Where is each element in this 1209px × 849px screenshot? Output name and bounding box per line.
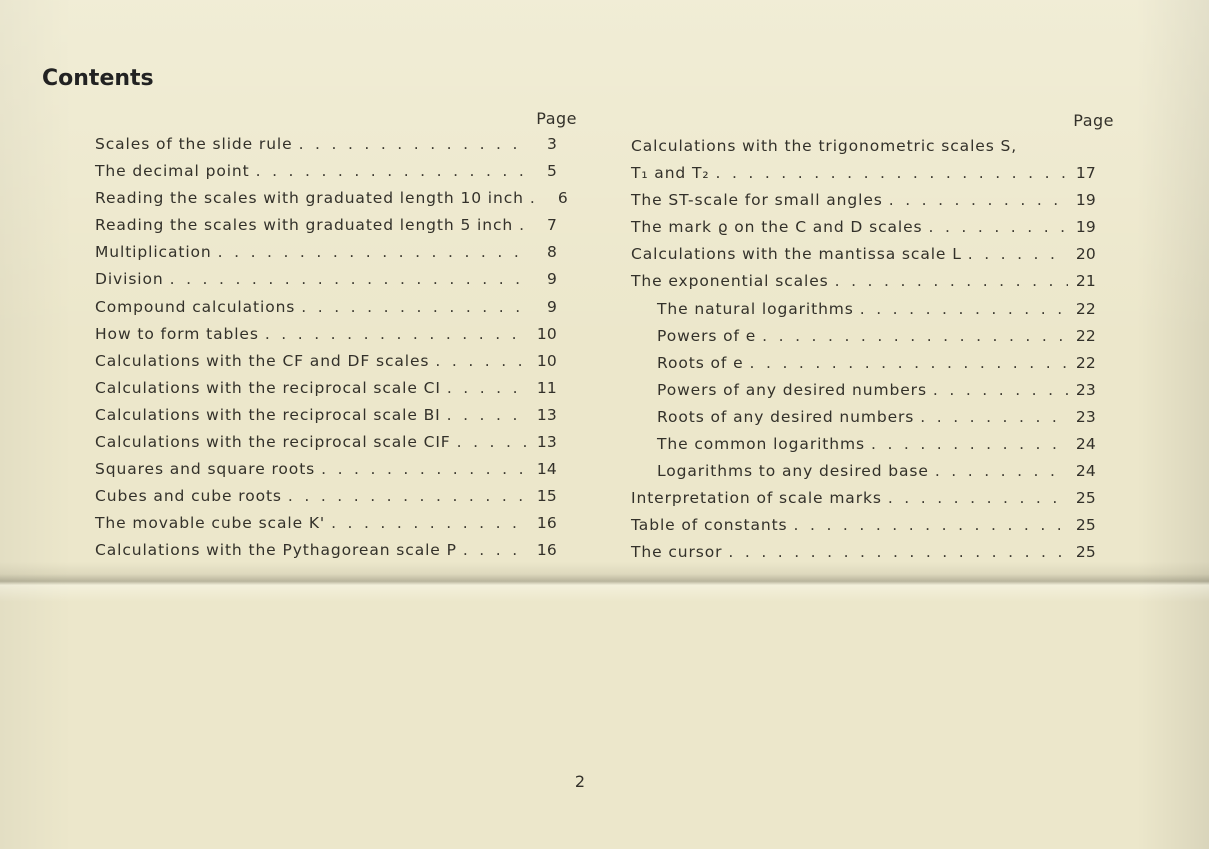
toc-entry-page: 11 [536,378,557,397]
toc-entry [631,543,1096,570]
toc-entry-page: 17 [1075,164,1096,183]
toc-entry-title: Calculations with the trigonometric scales S, [631,137,1018,155]
toc-leader-dots [447,379,529,397]
toc-leader-dots [750,354,1068,372]
toc-entry-page: 22 [1075,353,1096,372]
toc-entry-page: 20 [1075,245,1096,264]
toc-leader-dots [728,543,1068,561]
toc-entry-title: Roots of any desired numbers [657,407,915,426]
toc-leader-dots [299,135,529,153]
toc-entry-page: 7 [547,216,558,235]
toc-leader-dots [457,433,529,451]
toc-leader-dots [929,218,1068,236]
toc-leader-dots [265,325,529,343]
toc-entry-page: 25 [1075,516,1096,535]
toc-entry-page: 19 [1075,191,1096,210]
toc-entry-page: 16 [536,541,557,560]
toc-leader-dots [218,243,529,261]
toc-leader-dots [288,487,529,505]
toc-leader-dots [331,514,529,532]
toc-right-column [631,110,1114,571]
toc-leader-dots [835,272,1068,290]
toc-entry-title: Interpretation of scale marks [631,489,882,508]
toc-entry-page: 3 [546,135,557,153]
toc-entry-page: 24 [1075,462,1096,481]
toc-leader-dots [794,516,1068,534]
toc-entry-title: Powers of e [657,326,757,345]
toc-entry-title: T₁ and T₂ [631,164,710,183]
toc-entry-page: 15 [536,487,557,506]
toc-entry-title: Reading the scales with graduated length 5 inch [95,216,514,235]
toc-leader-dots [715,164,1068,182]
toc-entry-page: 14 [536,460,557,479]
toc-entry-page: 8 [546,243,557,262]
toc-entry-title: How to form tables [95,324,259,343]
toc-entry [631,489,1096,516]
toc-entry-page: 10 [536,324,557,343]
toc-entry [95,352,557,379]
toc-entry-title: Powers of any desired numbers [657,380,927,399]
toc-leader-dots [860,300,1068,318]
toc-leader-dots [519,216,529,234]
toc-entry [631,435,1096,462]
toc-entry [631,191,1096,218]
toc-entry-page: 13 [536,405,557,424]
toc-entry [95,433,557,460]
toc-entry-title: Squares and square roots [95,460,316,479]
toc-entry-page: 19 [1075,218,1096,237]
toc-entry [631,381,1096,408]
toc-entry [95,135,557,162]
toc-entry-title: Compound calculations [95,297,296,316]
toc-entry-title: Calculations with the reciprocal scale BI [95,405,441,424]
toc-entry-page: 9 [546,270,557,289]
toc-entry-page: 13 [536,433,557,452]
contents-title: Contents [42,66,154,91]
toc-entry [95,514,557,541]
toc-entry [631,137,1096,164]
toc-entry-page: 22 [1075,326,1096,345]
toc-entry-title: The exponential scales [631,272,829,291]
toc-entry-title: Calculations with the CF and DF scales [95,351,430,370]
toc-entry-title: The ST-scale for small angles [631,191,883,210]
toc-left-column [95,108,577,569]
toc-leader-dots [871,435,1068,453]
toc-entry [631,462,1096,489]
toc-entry [95,460,557,487]
toc-leader-dots [170,270,529,288]
toc-entry-page: 23 [1075,380,1096,399]
toc-entry-title: Roots of e [657,353,744,372]
toc-entry [631,218,1096,245]
toc-entry [95,162,557,189]
toc-entry [95,406,557,433]
toc-entry-title: Reading the scales with graduated length 10 inch [95,189,524,208]
toc-entry-title: The decimal point [95,162,250,181]
toc-entry-page: 25 [1075,489,1096,508]
toc-entry [95,189,568,216]
toc-leader-dots [435,352,529,370]
toc-entry-title: The movable cube scale K' [95,514,326,533]
toc-entry [95,243,557,270]
toc-entry-title: The common logarithms [657,435,865,454]
toc-entry-title: Division [95,270,164,289]
toc-entry-title: Multiplication [95,243,212,262]
toc-entry-page: 16 [536,514,557,533]
page-number: 2 [574,772,586,791]
toc-entry [95,541,557,568]
toc-entry [631,354,1096,381]
toc-leader-dots [889,191,1068,209]
toc-leader-dots [935,462,1068,480]
toc-left-list [95,135,568,569]
toc-entry-title: Table of constants [631,516,788,535]
toc-entry [95,298,557,325]
toc-right-list [631,137,1096,571]
toc-leader-dots [256,162,529,180]
toc-entry [631,272,1096,299]
toc-entry [95,487,557,514]
toc-entry-page: 9 [546,297,557,316]
toc-entry-page: 6 [557,189,568,208]
toc-entry-page: 10 [536,351,557,370]
toc-entry [631,164,1096,191]
toc-entry-title: Calculations with the mantissa scale L [631,245,962,264]
toc-entry [631,327,1096,354]
toc-entry-page: 22 [1075,299,1096,318]
toc-entry-title: Scales of the slide rule [95,135,293,153]
toc-leader-dots [933,381,1068,399]
toc-leader-dots [463,541,529,559]
toc-entry-title: The cursor [631,543,723,562]
toc-leader-dots [301,298,529,316]
page-column-header-left: Page [536,109,577,128]
toc-entry-title: Calculations with the reciprocal scale CI [95,378,441,397]
toc-entry [631,516,1096,543]
toc-entry-page: 5 [546,162,557,181]
toc-entry-page: 21 [1075,272,1096,291]
toc-leader-dots [968,245,1068,263]
toc-entry [95,325,557,352]
toc-entry-title: Logarithms to any desired base [657,462,929,481]
toc-leader-dots [530,189,540,207]
toc-entry [95,216,557,243]
toc-leader-dots [920,408,1068,426]
toc-entry [95,379,557,406]
toc-entry [631,245,1096,272]
toc-entry-title: Cubes and cube roots [95,487,282,506]
toc-leader-dots [321,460,529,478]
toc-entry-title: Calculations with the Pythagorean scale P [95,541,457,560]
toc-leader-dots [762,327,1068,345]
toc-leader-dots [888,489,1068,507]
toc-entry-page: 24 [1075,435,1096,454]
toc-entry-page: 23 [1075,407,1096,426]
toc-entry [95,270,557,297]
toc-entry-title: The natural logarithms [657,299,854,318]
page-column-header-right: Page [1073,111,1114,130]
toc-entry-title: Calculations with the reciprocal scale CIF [95,433,451,452]
toc-entry [631,408,1096,435]
toc-entry-page: 25 [1075,543,1096,562]
toc-leader-dots [447,406,529,424]
toc-entry-title: The mark ϱ on the C and D scales [631,218,923,237]
toc-entry [631,300,1096,327]
